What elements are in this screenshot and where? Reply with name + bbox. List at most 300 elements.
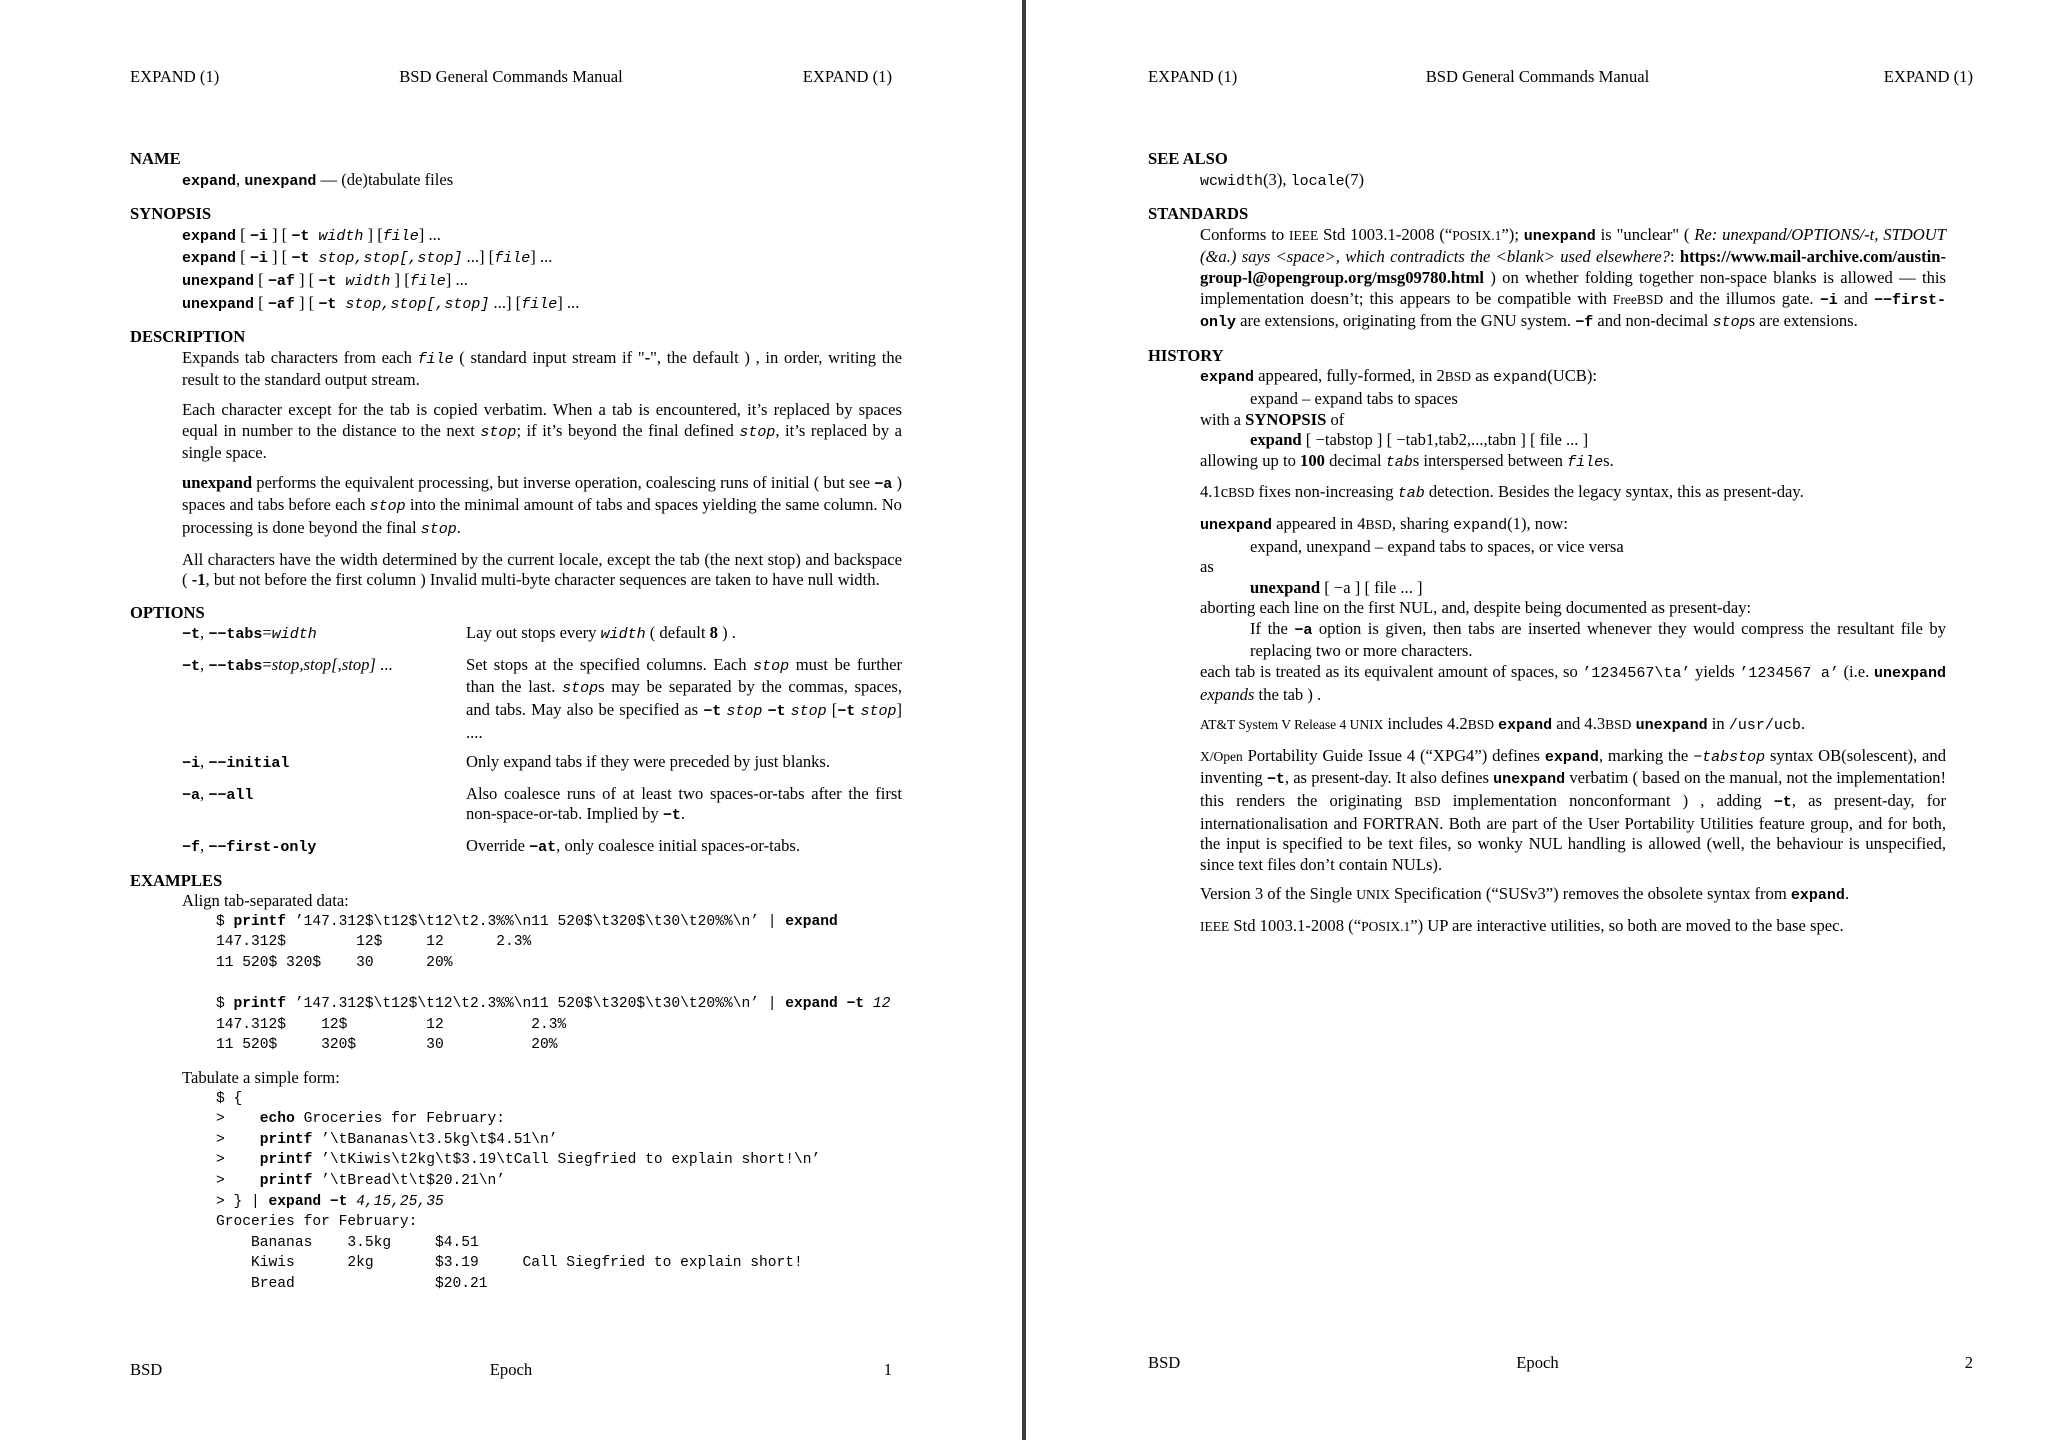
text: appeared in 4 (1272, 513, 1366, 533)
arg: stop (1712, 314, 1749, 332)
syn-flag: −i (249, 250, 268, 268)
code-cmd: printf (233, 996, 287, 1013)
syn-text: ] ... (530, 247, 553, 267)
syn-flag: −af (267, 295, 295, 313)
code-cmd: printf (259, 1152, 313, 1169)
text: , but not before the first column ) Invalid multi-byte character sequences are taken to have null width. (205, 570, 880, 590)
text: Std 1003.1-2008 (“ (1318, 224, 1453, 244)
section-heading: SYNOPSIS (130, 204, 212, 224)
code-block-form (216, 1089, 902, 1295)
code-output: 147.312$ 12$ 12 2.3% (216, 1016, 567, 1033)
text: All characters have the width determined by the current locale, except the tab (the next stop) and backspace ( (182, 549, 902, 590)
text: AT&T System V Release 4 (1200, 717, 1350, 733)
syn-flag: −t (318, 272, 337, 290)
text: 4.1c (1200, 482, 1229, 502)
code-cmd: printf (233, 913, 287, 930)
flag: −−tabs (208, 657, 263, 675)
text: and non-decimal (1593, 311, 1713, 331)
syn-text: [ (236, 224, 250, 244)
text: ”) UP are interactive utilities, so both are moved to the base spec. (1410, 916, 1844, 935)
flag: −a (1294, 621, 1313, 639)
page-number: 2 (1964, 1353, 1973, 1372)
arg: stop (790, 703, 827, 721)
manual-page-1 (0, 0, 1022, 1440)
flag: −a (874, 475, 893, 493)
line: aborting each line on the first NUL, and, despite being documented as present-day: (1200, 598, 1752, 618)
text: syntax OB(solescent), and inventing (1200, 745, 1947, 788)
line (1200, 662, 1946, 705)
text: IEEE (1200, 919, 1230, 934)
path: /usr/ucb (1728, 717, 1801, 735)
cmd: expand (1250, 430, 1302, 450)
syn-text: ] [ (267, 247, 292, 267)
syn-file: file (494, 250, 531, 268)
text: Version 3 of the Single (1200, 884, 1357, 904)
text: and the illumos gate. (1663, 288, 1820, 308)
section-heading: DESCRIPTION (130, 327, 246, 347)
footer-center: Epoch (489, 1360, 533, 1379)
syn-cmd: unexpand (182, 295, 255, 313)
code-arg: ’147.312$\t12$\t12\t2.3%%\n11 520$\t320$\t30\t20%%\n’ (286, 996, 759, 1013)
code-arg: 4,15,25,35 (347, 1193, 444, 1210)
see-also-refs (1200, 170, 1946, 193)
text: BSD (1605, 717, 1632, 733)
option-name: −a, −−all (182, 783, 254, 804)
text: SYNOPSIS (1245, 409, 1327, 429)
text: yields (1690, 662, 1740, 682)
text: FreeBSD (1612, 291, 1664, 307)
text: decimal (1324, 450, 1386, 470)
syn-text: ...] [ (462, 247, 495, 267)
header-left: EXPAND (1) (1148, 67, 1238, 86)
cmd: unexpand (182, 472, 253, 492)
option-desc: Set stops at the specified columns. Each stop must be further than the last. stops may be separated by the commas, spaces, and tabs. May also be specified as −t stop −t stop [−t stop] .... (466, 654, 903, 742)
arg: stop (562, 680, 599, 698)
history-paragraph (1200, 482, 1946, 505)
code-output: Bread $20.21 (216, 1275, 488, 1292)
ref-link[interactable]: locale (1290, 172, 1345, 190)
text: BSD (1414, 794, 1441, 810)
literal: ’1234567 a’ (1739, 665, 1839, 683)
quoted-line (1250, 430, 1946, 451)
arg: file (417, 350, 454, 368)
flag: −−all (208, 786, 254, 804)
text: Portability Guide Issue 4 (“XPG4”) defines (1242, 745, 1545, 765)
text: [ −a ] [ file ... ] (1320, 577, 1423, 597)
code-block-align: $ printf ’147.312$\t12$\t12\t2.3%%\n11 520$\t320$\t30\t20%%\n’ | expand 147.312$ 12$ 12 2.3% 11 520$ 320$ 30 20% $ printf ’147.312$\t12$\t12\t2.3%%\n11 520$\t320$\t30\t20%%\n’ | expand −t 12 147.312$ 12$ 12 2.3% 11 520$ 320$ 30 20% (216, 913, 891, 1054)
text: UNIX (1356, 887, 1390, 903)
section-heading: HISTORY (1148, 345, 1224, 365)
section-heading: OPTIONS (130, 602, 205, 622)
text: allowing up to (1200, 450, 1301, 470)
text: Expands tab characters from each (182, 347, 418, 367)
literal: ’1234567\ta’ (1582, 665, 1691, 683)
cmd: unexpand (1250, 577, 1321, 597)
syn-text: ] [ (294, 269, 319, 289)
description-paragraph (182, 473, 902, 541)
syn-cmd: expand (182, 250, 237, 268)
option-name: −t, −−tabs=stop,stop[,stop] ... (182, 654, 393, 675)
syn-text: ] ... (445, 269, 468, 289)
description-paragraph (182, 348, 902, 391)
value: -1 (191, 570, 206, 590)
text: Override (466, 836, 530, 856)
text: ( default (645, 623, 710, 643)
line (1200, 410, 1946, 431)
arg: width (600, 626, 646, 644)
description-paragraph (182, 400, 902, 464)
text: appeared, fully-formed, in 2 (1254, 366, 1445, 386)
example-intro: Tabulate a simple form: (182, 1067, 340, 1087)
separator: , (236, 169, 241, 189)
header-right: EXPAND (1) (1883, 67, 1973, 86)
code-output: Groceries for February: (216, 1214, 418, 1231)
code-arg: ’\tBread\t\t$20.21\n’ (312, 1172, 506, 1189)
code-arg: ’\tKiwis\t2kg\t$3.19\tCall Siegfried to explain short!\n’ (312, 1152, 821, 1169)
option-desc: Only expand tabs if they were preceded by just blanks. (466, 752, 831, 772)
syn-arg: width (309, 227, 364, 245)
syn-cmd: unexpand (182, 272, 255, 290)
text: . (680, 804, 686, 824)
text: and (1837, 288, 1874, 308)
section-heading: SEE ALSO (1148, 149, 1228, 168)
text: s. (1603, 450, 1614, 470)
syn-file: file (409, 272, 446, 290)
syn-text: ] ... (557, 292, 580, 312)
code-cmd: expand −t (785, 996, 865, 1013)
code-prompt: > (216, 1172, 260, 1189)
section-heading: NAME (130, 149, 181, 168)
arg: stop (480, 423, 517, 441)
text: implementation nonconformant ) , adding (1440, 791, 1774, 811)
option-name: −i, −−initial (182, 752, 290, 773)
option-all (182, 784, 902, 827)
cmd-unexpand: unexpand (244, 172, 317, 190)
text: (UCB): (1547, 366, 1597, 386)
syn-file: file (382, 227, 419, 245)
arg: stop (860, 703, 897, 721)
code-arg: ’\tBananas\t3.5kg\t$4.51\n’ (312, 1131, 558, 1148)
line (1200, 451, 1946, 474)
name-line (182, 170, 902, 193)
cmd: expand (1200, 369, 1255, 387)
cmd: expand (1544, 748, 1599, 766)
text: each tab is treated as its equivalent amount of spaces, so (1200, 662, 1583, 682)
section-description (130, 327, 902, 591)
section-heading: EXAMPLES (130, 870, 223, 890)
cmd-expand: expand (182, 172, 237, 190)
quote: Re: unexpand/OPTIONS/-t, STDOUT (&a.) says <space>, which contradicts the <blank> used elsewhere? (1200, 224, 1946, 267)
code-output: 147.312$ 12$ 12 2.3% (216, 934, 532, 951)
code-cmd: expand −t (268, 1193, 348, 1210)
cmd: expand (1790, 887, 1845, 905)
text: performs the equivalent processing, but inverse operation, coalescing runs of initial ( but see (252, 472, 875, 492)
text: BSD (1467, 717, 1494, 733)
header-center: BSD General Commands Manual (399, 67, 623, 86)
code-output: Bananas 3.5kg $4.51 (216, 1234, 479, 1251)
section-heading: STANDARDS (1148, 204, 1249, 224)
flag: −t (662, 807, 681, 825)
syn-cmd: expand (182, 227, 237, 245)
arg: stop (726, 703, 763, 721)
text: X/Open (1200, 748, 1243, 764)
section-examples (130, 871, 902, 1295)
syn-flag: −af (267, 272, 295, 290)
value: 100 (1300, 450, 1325, 470)
flag: −t (837, 703, 856, 721)
arg: stop,stop[,stop] (271, 654, 376, 674)
page-number: 1 (883, 1360, 892, 1379)
quoted-line: expand – expand tabs to spaces (1250, 388, 1458, 408)
syn-text: ] [ (267, 224, 292, 244)
code-line: $ { (216, 1090, 243, 1107)
text: option is given, then tabs are inserted whenever they would compress the resultant file by replacing two or more characters. (1250, 618, 1946, 661)
history-paragraph (1200, 916, 1946, 938)
flag: −t (182, 626, 201, 644)
flag: −t (1773, 794, 1792, 812)
code-arg: ’147.312$\t12$\t12\t2.3%%\n11 520$\t320$\t30\t20%%\n’ (286, 913, 759, 930)
text: ; if it’s beyond the final defined (516, 420, 740, 440)
code-prompt: > } | (216, 1193, 269, 1210)
syn-text: ] ... (418, 224, 441, 244)
cmd: unexpand (1200, 516, 1273, 534)
arg: stop (420, 520, 457, 538)
option-initial (182, 752, 902, 775)
syn-text: ] [ (294, 292, 319, 312)
text: verbatim ( based on the manual, not the implementation! this renders the originating (1200, 768, 1946, 811)
line (1200, 366, 1946, 389)
text: fixes non-increasing (1254, 482, 1398, 502)
text: BSD (1444, 369, 1472, 385)
history-paragraph (1200, 514, 1946, 705)
flag: −a (182, 786, 201, 804)
option-name: −f, −−first-only (182, 836, 317, 857)
option-tabs-stops (182, 655, 902, 743)
code-arg: 12 (864, 996, 891, 1013)
text: includes 4.2 (1383, 714, 1468, 734)
arg: tab (1385, 453, 1413, 471)
text: Set stops at the specified columns. Each (466, 654, 754, 674)
text: detection. Besides the legacy syntax, this as present-day. (1424, 482, 1804, 502)
text: , marking the (1598, 745, 1694, 765)
text: . (1844, 884, 1850, 904)
standards-paragraph (1200, 225, 1946, 334)
syn-flag: −t (291, 250, 310, 268)
text: the tab ) . (1254, 684, 1322, 704)
code-prompt: > (216, 1131, 260, 1148)
cmd: unexpand (1523, 227, 1596, 245)
text: , as present-day. It also defines (1284, 768, 1494, 788)
text: , only coalesce initial spaces-or-tabs. (556, 836, 801, 856)
flag: −i (182, 755, 201, 773)
code-prompt: > (216, 1152, 260, 1169)
text: expands (1200, 684, 1255, 704)
text: , sharing (1391, 513, 1454, 533)
code-cmd: printf (259, 1131, 313, 1148)
text: (3), (1263, 169, 1291, 189)
syn-file: file (521, 295, 558, 313)
header-left: EXPAND (1) (130, 67, 220, 86)
text: must be further than the last. (466, 654, 903, 697)
flag: −−initial (208, 755, 290, 773)
quoted-line (1250, 578, 1946, 599)
flag: −f (1575, 314, 1594, 332)
arg: stop (739, 423, 776, 441)
quoted-line (1250, 619, 1946, 662)
option-desc (466, 784, 902, 827)
arg: width (271, 626, 317, 644)
text: ) spaces and tabs before each (182, 472, 902, 515)
arg: file (1567, 453, 1604, 471)
header-right: EXPAND (1) (802, 67, 892, 86)
flag: −t (703, 703, 722, 721)
description-paragraph (182, 550, 902, 591)
text: ", the default ) , in order, writing the result to the standard output stream. (182, 347, 902, 390)
text: with a (1200, 409, 1246, 429)
flag: −at (529, 839, 557, 857)
option-desc (466, 836, 902, 859)
text: BSD (1228, 485, 1255, 501)
text: If the (1250, 618, 1295, 638)
syn-flag: −t (318, 295, 337, 313)
text: ”); (1501, 224, 1524, 244)
synopsis-line (182, 247, 902, 270)
text: ) . (717, 623, 736, 643)
text: in (1707, 714, 1729, 734)
text: (i.e. (1838, 662, 1874, 682)
arg: tab (1397, 485, 1425, 503)
name-desc: — (de)tabulate files (316, 169, 454, 189)
section-see-also (1148, 149, 1946, 192)
line: as (1200, 557, 1214, 577)
option-desc (466, 623, 902, 646)
footer-center: Epoch (1516, 1353, 1559, 1372)
text: . (1800, 714, 1805, 734)
text: POSIX.1 (1361, 919, 1411, 934)
text: Also coalesce runs of at least two spaces-or-tabs after the first non-space-or-tab. Implied by (466, 783, 902, 824)
code-pipe: | (758, 996, 786, 1013)
synopsis-line (182, 225, 902, 248)
cmd: unexpand (1635, 717, 1708, 735)
text: as (1471, 366, 1494, 386)
syn-text: ...] [ (489, 292, 522, 312)
text: IEEE (1289, 227, 1319, 243)
ref: expand (1493, 369, 1548, 387)
syn-text: ] [ (363, 224, 383, 244)
text: and 4.3 (1552, 714, 1606, 734)
code-output: Kiwis 2kg $3.19 Call Siegfried to explain short! (216, 1255, 803, 1272)
history-paragraph (1200, 714, 1946, 737)
flag: −−tabs (208, 626, 263, 644)
text: POSIX.1 (1452, 227, 1502, 243)
section-options (130, 603, 902, 859)
quoted-line: expand, unexpand – expand tabs to spaces, or vice versa (1250, 536, 1624, 556)
arg: −tabstop (1693, 748, 1766, 766)
flag: −f (182, 839, 201, 857)
history-paragraph (1200, 746, 1946, 876)
text: Specification (“SUSv3”) removes the obsolete syntax from (1390, 884, 1791, 904)
text: s may be separated by the commas, spaces, and tabs. May also be specified as (466, 677, 902, 720)
section-synopsis (130, 204, 902, 315)
footer-left: BSD (1148, 1353, 1181, 1372)
synopsis-line (182, 293, 902, 316)
text: s are extensions. (1748, 311, 1858, 331)
code-pipe: | (758, 913, 786, 930)
flag: −−first-only (208, 839, 317, 857)
option-name: −t, −−tabs=width (182, 623, 317, 644)
text: Each character except for the tab is copied verbatim. When a tab is encountered, it’s replaced by spaces equal in number to the distance to the next (182, 399, 902, 440)
text: is "unclear" ( (1595, 224, 1695, 244)
text: (1), now: (1507, 513, 1568, 533)
text: s interspersed between (1412, 450, 1568, 470)
code-cmd: expand (785, 913, 838, 930)
text: are extensions, originating from the GNU system. (1236, 311, 1576, 331)
text: (7) (1344, 169, 1365, 189)
cmd: unexpand (1873, 665, 1946, 683)
dash: - (644, 347, 651, 367)
cmd: unexpand (1493, 771, 1566, 789)
manual-page-2 (1026, 0, 2049, 1440)
text: , as present-day, for internationalisation and FORTRAN. Both are part of the User Portability Utilities feature group, and for both, the input is specified to be text files, so wonky NUL handling is allowed (well, the behaviour is unspecified, since text files don’t contain NULs). (1200, 791, 1946, 874)
syn-text: [ (254, 292, 268, 312)
history-paragraph (1200, 884, 1946, 907)
code-cmd: echo (259, 1111, 295, 1128)
text: Conforms to (1200, 224, 1290, 244)
text: UNIX (1349, 717, 1384, 733)
text: ( standard input stream if " (453, 347, 645, 367)
cmd: expand (1498, 717, 1553, 735)
syn-flag: −t (291, 227, 310, 245)
section-standards (1148, 204, 1946, 334)
code-prompt: > (216, 1111, 260, 1128)
footer-left: BSD (130, 1360, 163, 1379)
value: 8 (709, 623, 718, 643)
text: , it’s replaced by a single space. (182, 420, 902, 463)
code-output: 11 520$ 320$ 30 20% (216, 1037, 558, 1054)
header-center: BSD General Commands Manual (1425, 67, 1650, 86)
syn-text: [ (236, 247, 250, 267)
text: Std 1003.1-2008 (“ (1229, 916, 1362, 935)
text: ) on whether folding together non-space blanks is allowed — this implementation doesn’t; this appears to be compatible with (1200, 267, 1946, 308)
option-tabs-width (182, 623, 902, 646)
code-output: 11 520$ 320$ 30 20% (216, 955, 453, 971)
syn-arg: stop,stop[,stop] (309, 250, 463, 268)
syn-text: [ (254, 269, 268, 289)
text: of (1326, 409, 1345, 429)
section-history (1148, 346, 1946, 938)
syn-arg: width (336, 272, 391, 290)
text: BSD (1365, 516, 1392, 532)
flag: −t (182, 657, 201, 675)
ref: expand (1453, 516, 1508, 534)
mail-archive-link[interactable]: https://www.mail-archive.com/austin-group-l@opengroup.org/msg09780.html (1200, 247, 1947, 287)
line (1200, 514, 1946, 537)
text: [ −tabstop ] [ −tab1,tab2,...,tabn ] [ file ... ] (1301, 430, 1589, 450)
flag: −t (1266, 771, 1285, 789)
text: into the minimal amount of tabs and spaces yielding the same column. No processing is done beyond the final (182, 495, 902, 537)
syn-flag: −i (249, 227, 268, 245)
arg: stop (369, 498, 406, 516)
history-paragraph (1200, 366, 1946, 473)
code-cmd: printf (259, 1172, 313, 1189)
code-arg: Groceries for February: (294, 1111, 506, 1128)
flag: −i (1819, 291, 1838, 309)
text: Lay out stops every (466, 623, 601, 643)
arg: stop (753, 657, 790, 675)
flag: −−first-only (1200, 291, 1946, 332)
ref-link[interactable]: wcwidth (1200, 172, 1264, 190)
option-first-only (182, 836, 902, 859)
